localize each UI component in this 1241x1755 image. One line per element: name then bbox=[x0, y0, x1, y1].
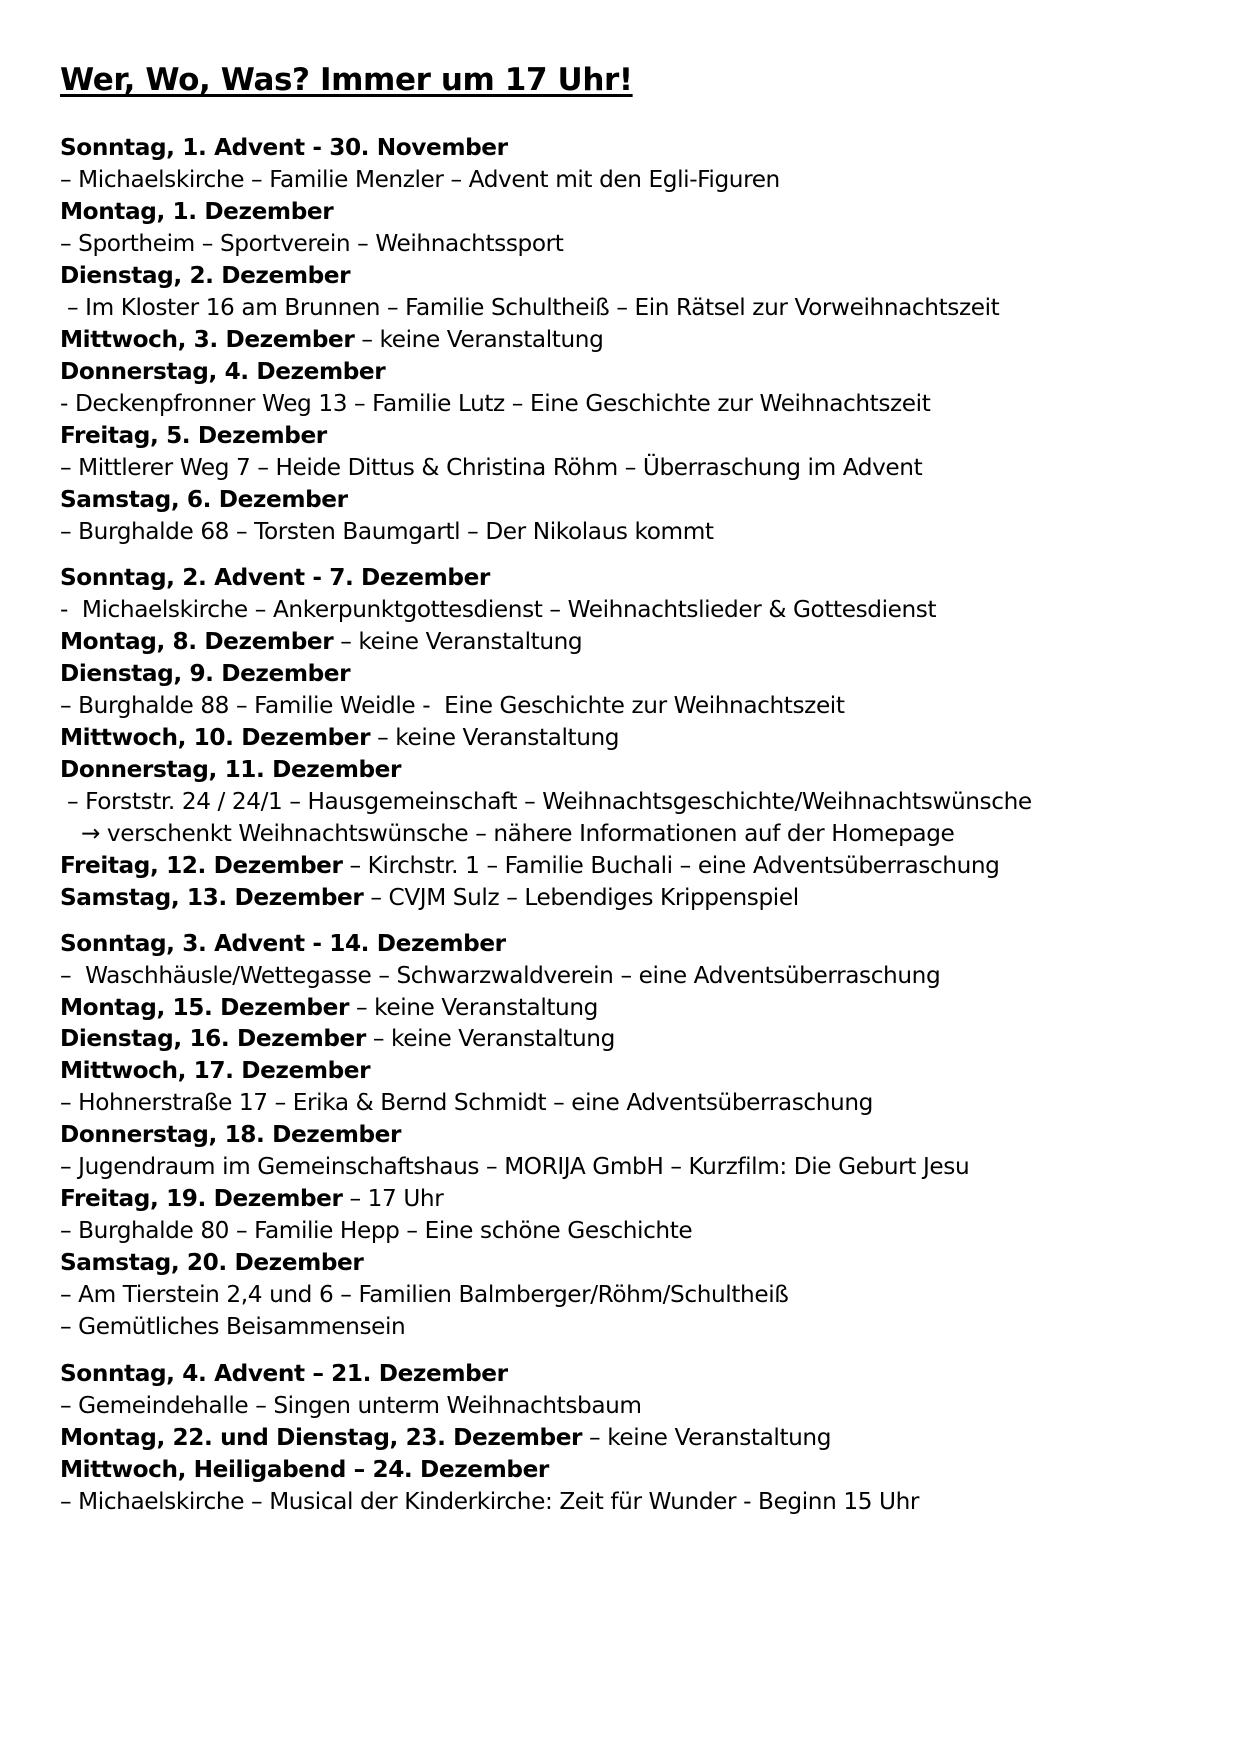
day-line bbox=[60, 1454, 549, 1486]
day-line bbox=[60, 928, 506, 960]
day-heading: Montag, 15. Dezember bbox=[60, 994, 349, 1021]
event-line bbox=[60, 452, 922, 484]
day-heading: Mittwoch, 10. Dezember bbox=[60, 724, 371, 751]
day-line bbox=[60, 196, 333, 228]
event-text: – CVJM Sulz – Lebendiges Krippenspiel bbox=[363, 884, 799, 911]
day-line bbox=[60, 324, 603, 356]
event-line bbox=[60, 292, 999, 324]
day-heading: Samstag, 20. Dezember bbox=[60, 1249, 364, 1276]
day-line bbox=[60, 1422, 831, 1454]
event-text: – Waschhäusle/Wettegasse – Schwarzwaldverein – eine Adventsüberraschung bbox=[60, 962, 941, 989]
day-heading: Mittwoch, 3. Dezember bbox=[60, 326, 355, 353]
day-heading: Montag, 22. und Dienstag, 23. Dezember bbox=[60, 1424, 583, 1451]
event-line bbox=[60, 786, 1032, 818]
event-line bbox=[60, 594, 936, 626]
event-line bbox=[60, 1151, 969, 1183]
event-text: – Michaelskirche – Familie Menzler – Advent mit den Egli-Figuren bbox=[60, 166, 780, 193]
event-text: - Deckenpfronner Weg 13 – Familie Lutz – Eine Geschichte zur Weihnachtszeit bbox=[60, 390, 931, 417]
event-text: – Gemütliches Beisammensein bbox=[60, 1313, 406, 1340]
event-line bbox=[60, 516, 714, 548]
day-line bbox=[60, 1055, 370, 1087]
event-text: – 17 Uhr bbox=[342, 1185, 444, 1212]
event-line bbox=[60, 228, 563, 260]
event-line bbox=[60, 818, 954, 850]
event-text: – keine Veranstaltung bbox=[582, 1424, 832, 1451]
day-heading: Dienstag, 2. Dezember bbox=[60, 262, 351, 289]
event-line bbox=[60, 960, 940, 992]
day-heading: Samstag, 13. Dezember bbox=[60, 884, 364, 911]
event-text: - Michaelskirche – Ankerpunktgottesdienst – Weihnachtslieder & Gottesdienst bbox=[60, 596, 937, 623]
day-line bbox=[60, 132, 508, 164]
day-heading: Sonntag, 2. Advent - 7. Dezember bbox=[60, 564, 490, 591]
day-line bbox=[60, 562, 490, 594]
day-line bbox=[60, 992, 598, 1024]
event-line bbox=[60, 690, 845, 722]
day-heading: Sonntag, 3. Advent - 14. Dezember bbox=[60, 930, 506, 957]
event-line bbox=[60, 1215, 692, 1247]
event-line bbox=[60, 388, 930, 420]
day-line bbox=[60, 1358, 508, 1390]
event-text: – keine Veranstaltung bbox=[333, 628, 583, 655]
day-line bbox=[60, 850, 1000, 882]
day-heading: Donnerstag, 4. Dezember bbox=[60, 358, 386, 385]
day-line bbox=[60, 356, 385, 388]
day-heading: Montag, 8. Dezember bbox=[60, 628, 334, 655]
event-line bbox=[60, 1311, 405, 1343]
event-text: – keine Veranstaltung bbox=[349, 994, 598, 1021]
page-title: Wer, Wo, Was? Immer um 17 Uhr! bbox=[60, 62, 633, 98]
day-line bbox=[60, 1023, 615, 1055]
day-line bbox=[60, 484, 348, 516]
day-heading: Donnerstag, 11. Dezember bbox=[60, 756, 402, 783]
day-heading: Sonntag, 4. Advent – 21. Dezember bbox=[60, 1360, 508, 1387]
event-text: – Burghalde 88 – Familie Weidle - Eine Geschichte zur Weihnachtszeit bbox=[60, 692, 845, 719]
event-text: – Jugendraum im Gemeinschaftshaus – MORIJA GmbH – Kurzfilm: Die Geburt Jesu bbox=[60, 1153, 970, 1180]
event-text: – Kirchstr. 1 – Familie Buchali – eine Adventsüberraschung bbox=[342, 852, 1000, 879]
event-text: – keine Veranstaltung bbox=[365, 1025, 615, 1052]
event-line bbox=[60, 1279, 788, 1311]
day-line bbox=[60, 1119, 401, 1151]
event-line bbox=[60, 1087, 873, 1119]
day-heading: Dienstag, 16. Dezember bbox=[60, 1025, 366, 1052]
day-heading: Donnerstag, 18. Dezember bbox=[60, 1121, 402, 1148]
event-text: – Mittlerer Weg 7 – Heide Dittus & Christina Röhm – Überraschung im Advent bbox=[60, 454, 923, 481]
day-line bbox=[60, 722, 619, 754]
day-line bbox=[60, 420, 327, 452]
day-heading: Mittwoch, 17. Dezember bbox=[60, 1057, 371, 1084]
event-text: – Burghalde 68 – Torsten Baumgartl – Der Nikolaus kommt bbox=[60, 518, 714, 545]
day-line bbox=[60, 1183, 443, 1215]
event-text: – keine Veranstaltung bbox=[354, 326, 604, 353]
event-text: → verschenkt Weihnachtswünsche – nähere Informationen auf der Homepage bbox=[60, 820, 955, 847]
day-heading: Sonntag, 1. Advent - 30. November bbox=[60, 134, 508, 161]
day-heading: Montag, 1. Dezember bbox=[60, 198, 334, 225]
day-line bbox=[60, 882, 799, 914]
event-text: – Am Tierstein 2,4 und 6 – Familien Balmberger/Röhm/Schultheiß bbox=[60, 1281, 789, 1308]
day-heading: Dienstag, 9. Dezember bbox=[60, 660, 351, 687]
day-line bbox=[60, 658, 350, 690]
day-line bbox=[60, 626, 582, 658]
day-heading: Freitag, 5. Dezember bbox=[60, 422, 327, 449]
event-text: – Forststr. 24 / 24/1 – Hausgemeinschaft – Weihnachtsgeschichte/Weihnachtswünsche bbox=[60, 788, 1032, 815]
event-text: – Sportheim – Sportverein – Weihnachtssport bbox=[60, 230, 564, 257]
day-heading: Mittwoch, Heiligabend – 24. Dezember bbox=[60, 1456, 549, 1483]
event-line bbox=[60, 164, 780, 196]
event-line bbox=[60, 1486, 919, 1518]
day-heading: Samstag, 6. Dezember bbox=[60, 486, 348, 513]
event-text: – Im Kloster 16 am Brunnen – Familie Schultheiß – Ein Rätsel zur Vorweihnachtszeit bbox=[60, 294, 1000, 321]
event-text: – Hohnerstraße 17 – Erika & Bernd Schmidt – eine Adventsüberraschung bbox=[60, 1089, 873, 1116]
event-line bbox=[60, 1390, 642, 1422]
day-line bbox=[60, 1247, 363, 1279]
event-text: – Burghalde 80 – Familie Hepp – Eine schöne Geschichte bbox=[60, 1217, 693, 1244]
event-text: – Gemeindehalle – Singen unterm Weihnachtsbaum bbox=[60, 1392, 642, 1419]
event-text: – Michaelskirche – Musical der Kinderkirche: Zeit für Wunder - Beginn 15 Uhr bbox=[60, 1488, 920, 1515]
day-heading: Freitag, 12. Dezember bbox=[60, 852, 343, 879]
day-heading: Freitag, 19. Dezember bbox=[60, 1185, 343, 1212]
day-line bbox=[60, 754, 401, 786]
day-line bbox=[60, 260, 350, 292]
event-text: – keine Veranstaltung bbox=[370, 724, 620, 751]
